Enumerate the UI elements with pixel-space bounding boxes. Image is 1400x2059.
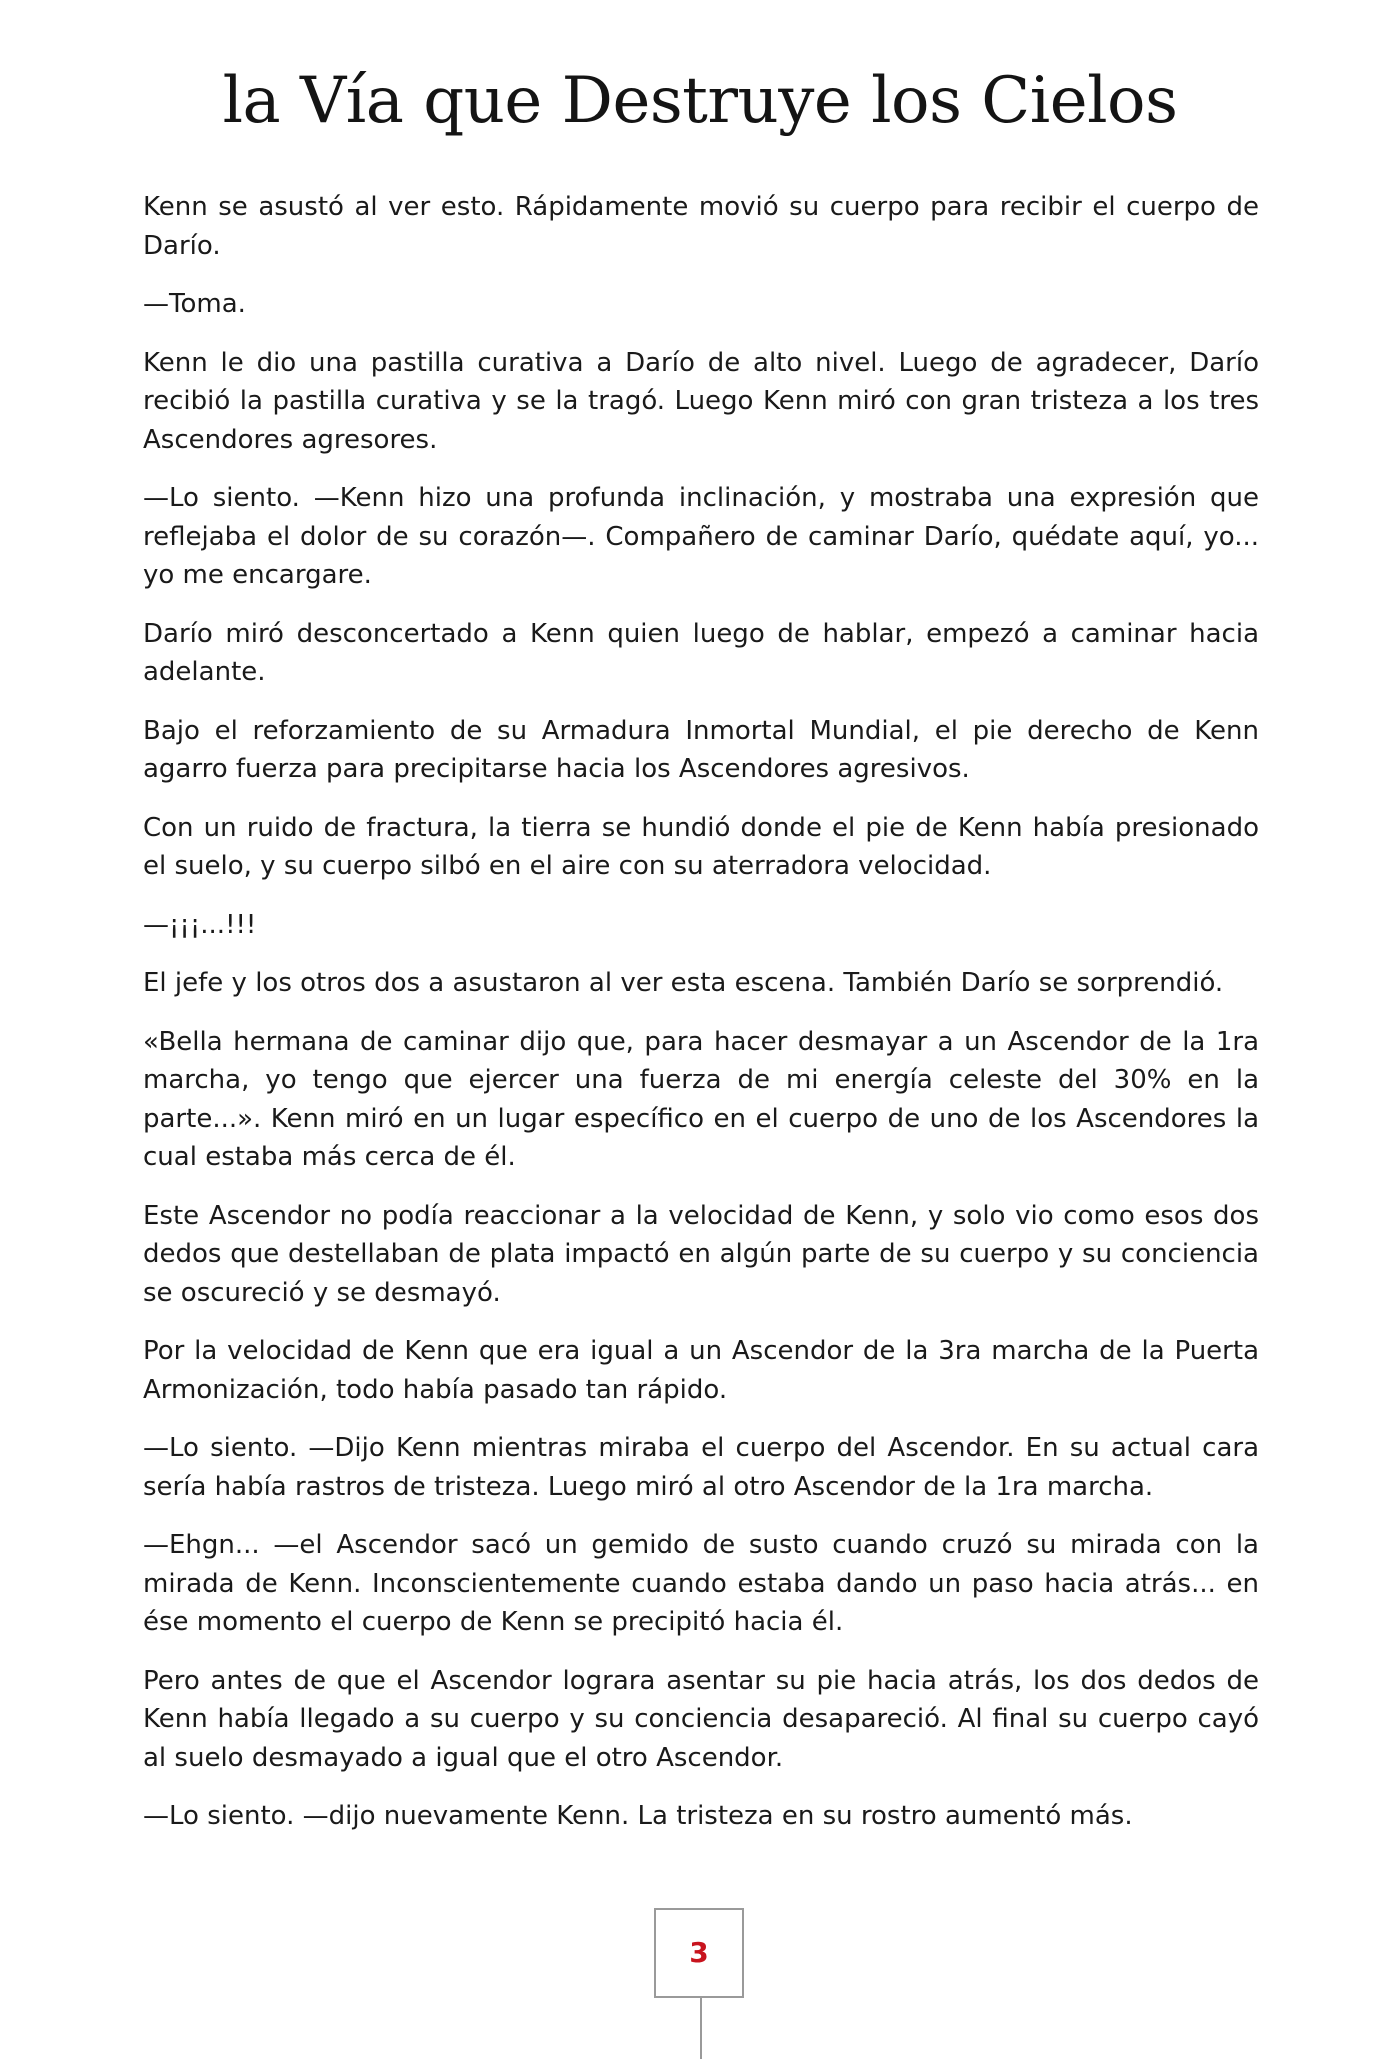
paragraph: «Bella hermana de caminar dijo que, para hacer desmayar a un Ascendor de la 1ra marcha, yo tengo que ejercer una fuerza de mi energía celeste del 30% en la parte...». Kenn miró en un lugar específico en el cuerpo de uno de los Ascendores la cual estaba más cerca de él. <box>143 1026 1259 1172</box>
paragraph: —Toma. <box>143 289 246 319</box>
page-number-box <box>654 1908 744 1998</box>
paragraph: Kenn se asustó al ver esto. Rápidamente movió su cuerpo para recibir el cuerpo de Darío. <box>143 192 1259 261</box>
page-number: 3 <box>689 1936 709 1969</box>
paragraph: Darío miró desconcertado a Kenn quien luego de hablar, empezó a caminar hacia adelante. <box>143 618 1259 687</box>
paragraph: Bajo el reforzamiento de su Armadura Inmortal Mundial, el pie derecho de Kenn agarro fuerza para precipitarse hacia los Ascendores agresivos. <box>143 715 1259 784</box>
paragraph: Pero antes de que el Ascendor lograra asentar su pie hacia atrás, los dos dedos de Kenn había llegado a su cuerpo y su conciencia desapareció. Al final su cuerpo cayó al suelo desmayado a igual que el otro Ascendor. <box>143 1665 1259 1773</box>
body-text <box>143 188 1259 1856</box>
paragraph: —¡¡¡...!!! <box>143 909 257 940</box>
paragraph: —Lo siento. —Kenn hizo una profunda inclinación, y mostraba una expresión que reflejaba el dolor de su corazón—. Compañero de caminar Darío, quédate aquí, yo... yo me encargare. <box>143 483 1259 590</box>
paragraph: —Lo siento. —Dijo Kenn mientras miraba el cuerpo del Ascendor. En su actual cara sería había rastros de tristeza. Luego miró al otro Ascendor de la 1ra marcha. <box>143 1433 1259 1502</box>
paragraph: Este Ascendor no podía reaccionar a la velocidad de Kenn, y solo vio como esos dos dedos que destellaban de plata impactó en algún parte de su cuerpo y su conciencia se oscureció y se desmayó. <box>143 1200 1259 1308</box>
page-number-line <box>700 1998 702 2059</box>
paragraph: —Ehgn... —el Ascendor sacó un gemido de susto cuando cruzó su mirada con la mirada de Kenn. Inconscientemente cuando estaba dando un paso hacia atrás... en ése momento el cuerpo de Kenn se precipitó hacia él. <box>143 1530 1259 1637</box>
paragraph: Por la velocidad de Kenn que era igual a un Ascendor de la 3ra marcha de la Puerta Armonización, todo había pasado tan rápido. <box>143 1336 1259 1405</box>
paragraph: Con un ruido de fractura, la tierra se hundió donde el pie de Kenn había presionado el suelo, y su cuerpo silbó en el aire con su aterradora velocidad. <box>143 812 1259 881</box>
paragraph: —Lo siento. —dijo nuevamente Kenn. La tristeza en su rostro aumentó más. <box>143 1801 1133 1831</box>
paragraph: El jefe y los otros dos a asustaron al ver esta escena. También Darío se sorprendió. <box>143 968 1224 998</box>
page-title: la Vía que Destruye los Cielos <box>222 64 1178 138</box>
paragraph: Kenn le dio una pastilla curativa a Darío de alto nivel. Luego de agradecer, Darío recibió la pastilla curativa y se la tragó. Luego Kenn miró con gran tristeza a los tres Ascendores agresores. <box>143 347 1259 455</box>
